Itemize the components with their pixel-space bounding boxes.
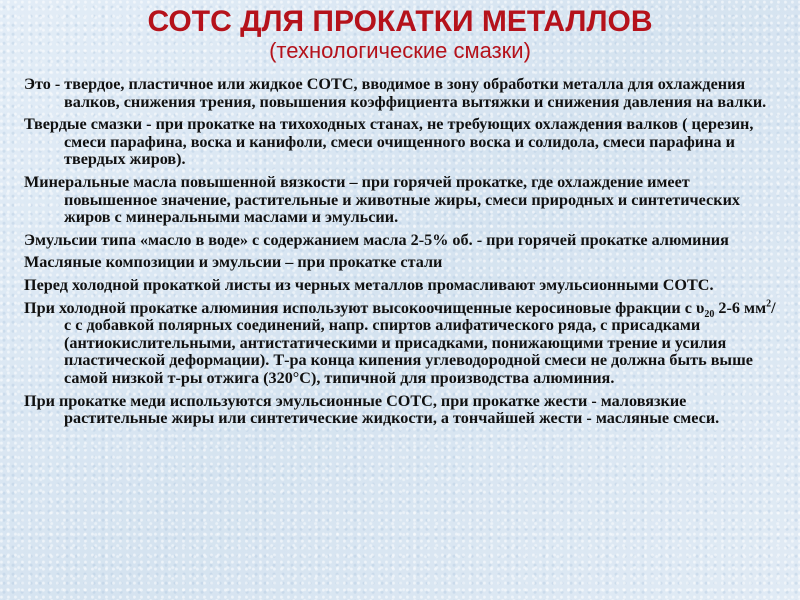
paragraph-mineral-oils: Минеральные масла повышенной вязкости – при горячей прокатке, где охлаждение имеет повышенное значение, растительные и животные жиры, смеси природных и синтетических жиров с минеральными маслами и эмульсии. <box>24 172 740 227</box>
paragraph-cold-rolling-ferrous: Перед холодной прокаткой листы из черных металлов промасливают эмульсионными СОТС. <box>24 275 714 294</box>
paragraph-copper-tin: При прокатке меди используются эмульсионные СОТС, при прокатке жести - маловязкие растительные жиры или синтетические жидкости, а тончайшей жести - масляные смеси. <box>24 391 720 428</box>
paragraph-solid-lubricants: Твердые смазки - при прокатке на тихоходных станах, не требующих охлаждения валков ( церезин, смеси парафина, воска и канифоли, смеси очищенного воска и солидола, смеси парафина и твердых жиров). <box>24 115 754 169</box>
text-fragment: /с с добавкой полярных соединений, напр. спиртов алифатического ряда, с присадками (антиокислительными, антистатическими и присадками, понижающими трение и усилия пластической деформации). Т-ра конца кипения углеводородной смеси не должна быть выше самой низкой т-ры отжига (320°С), типичной для производства алюминия. <box>64 298 776 387</box>
paragraph-emulsions: Эмульсии типа «масло в воде» с содержанием масла 2-5% об. - при горячей прокатке алюминия <box>24 230 729 249</box>
text-fragment: 2-6 мм <box>714 298 767 317</box>
slide-subtitle: (технологические смазки) <box>269 38 531 63</box>
paragraph-oil-compositions: Масляные композиции и эмульсии – при прокатке стали <box>24 253 443 272</box>
subscript: 20 <box>704 308 715 320</box>
slide-title: СОТС ДЛЯ ПРОКАТКИ МЕТАЛЛОВ <box>147 5 653 38</box>
slide-body <box>24 76 780 433</box>
paragraph-definition: Это - твердое, пластичное или жидкое СОТС, вводимое в зону обработки металла для охлаждения валков, снижения трения, повышения коэффициента вытяжки и снижения давления на валки. <box>24 75 767 111</box>
superscript: 2 <box>766 298 772 310</box>
paragraph-cold-rolling-aluminium <box>24 300 780 388</box>
text-fragment: При холодной прокатке алюминия используют высокоочищенные керосиновые фракции с υ <box>24 298 705 317</box>
